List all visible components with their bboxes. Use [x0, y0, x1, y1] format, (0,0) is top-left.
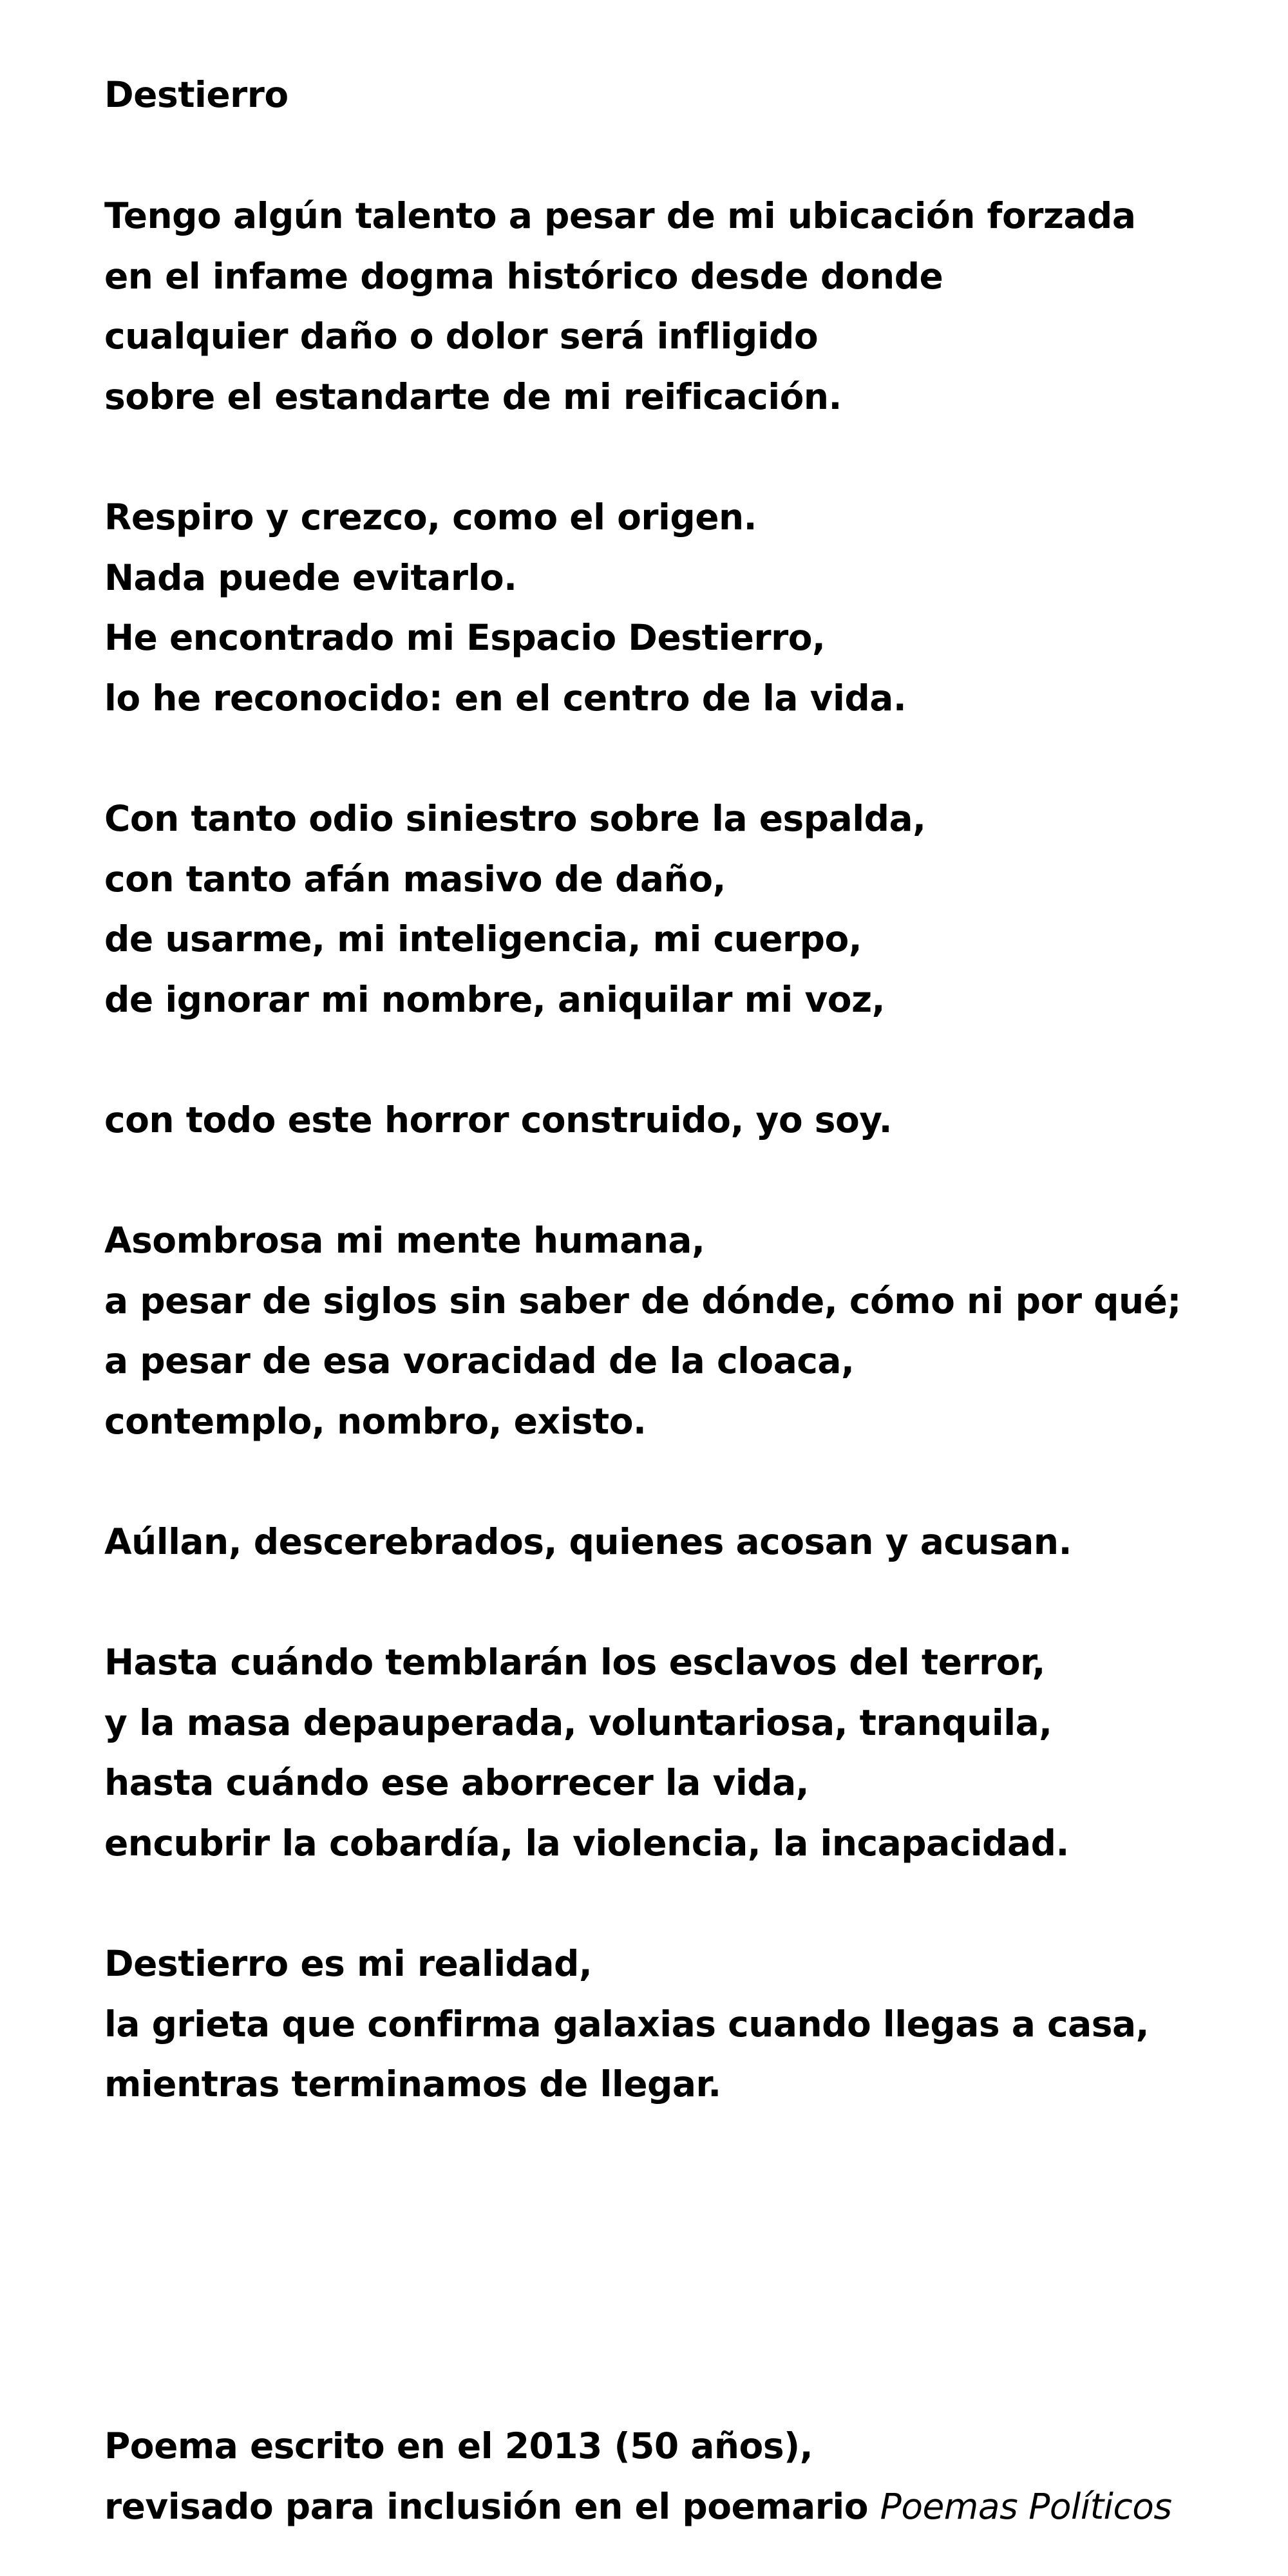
stanza-5-line-3: a pesar de esa voracidad de la cloaca,: [104, 1340, 855, 1381]
stanza-1-line-1: Tengo algún talento a pesar de mi ubicación forzada: [104, 195, 1136, 236]
stanza-5-line-4: contemplo, nombro, existo.: [104, 1401, 647, 1442]
stanza-8-line-1: Destierro es mi realidad,: [104, 1943, 592, 1984]
stanza-6-line-1: Aúllan, descerebrados, quienes acosan y acusan.: [104, 1521, 1072, 1562]
stanza-7-line-4: encubrir la cobardía, la violencia, la incapacidad.: [104, 1823, 1069, 1864]
revision-note: [104, 2486, 1172, 2527]
stanza-5-line-2: a pesar de siglos sin saber de dónde, cómo ni por qué;: [104, 1280, 1181, 1321]
stanza-3-line-3: de usarme, mi inteligencia, mi cuerpo,: [104, 918, 862, 960]
stanza-2-line-1: Respiro y crezco, como el origen.: [104, 497, 757, 538]
book-title: Poemas Políticos: [880, 2486, 1172, 2527]
stanza-7-line-1: Hasta cuándo temblarán los esclavos del terror,: [104, 1642, 1045, 1683]
stanza-7-line-2: y la masa depauperada, voluntariosa, tranquila,: [104, 1702, 1052, 1743]
stanza-2-line-4: lo he reconocido: en el centro de la vida.: [104, 677, 907, 719]
stanza-7-line-3: hasta cuándo ese aborrecer la vida,: [104, 1762, 810, 1803]
stanza-1-line-3: cualquier daño o dolor será infligido: [104, 316, 819, 357]
stanza-8-line-3: mientras terminamos de llegar.: [104, 2063, 721, 2105]
stanza-3-line-4: de ignorar mi nombre, aniquilar mi voz,: [104, 979, 885, 1020]
stanza-4-line-1: con todo este horror construido, yo soy.: [104, 1099, 893, 1141]
stanza-2-line-2: Nada puede evitarlo.: [104, 557, 517, 598]
stanza-2-line-3: He encontrado mi Espacio Destierro,: [104, 617, 826, 658]
stanza-5-line-1: Asombrosa mi mente humana,: [104, 1220, 705, 1261]
stanza-1-line-4: sobre el estandarte de mi reificación.: [104, 376, 842, 417]
revision-note-text: revisado para inclusión en el poemario: [104, 2486, 880, 2527]
stanza-8-line-2: la grieta que confirma galaxias cuando llegas a casa,: [104, 2003, 1150, 2045]
composition-note: Poema escrito en el 2013 (50 años),: [104, 2425, 813, 2467]
poem-title: Destierro: [104, 74, 289, 115]
stanza-3-line-2: con tanto afán masivo de daño,: [104, 858, 726, 900]
stanza-1-line-2: en el infame dogma histórico desde donde: [104, 256, 943, 297]
stanza-3-line-1: Con tanto odio siniestro sobre la espalda,: [104, 798, 926, 839]
